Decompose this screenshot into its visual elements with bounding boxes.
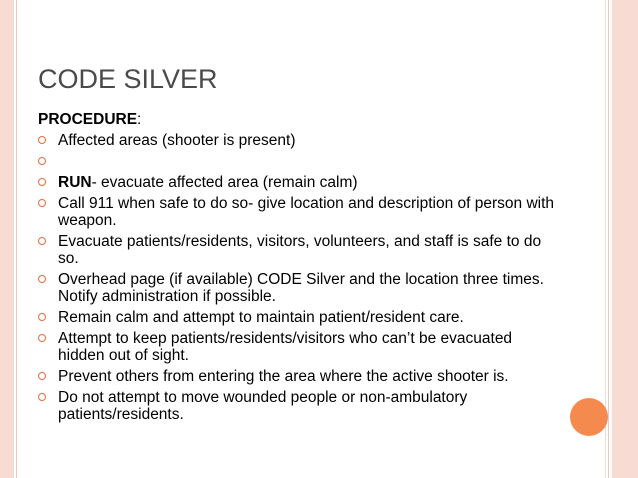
bullet-text: Overhead page (if available) CODE Silver and the location three times. Notify administration if possible. — [58, 271, 544, 305]
list-item — [38, 195, 558, 229]
bullet-text: Call 911 when safe to do so- give location and description of person with weapon. — [58, 195, 555, 229]
list-item — [38, 368, 558, 385]
bullet-text: - evacuate affected area (remain calm) — [91, 174, 358, 191]
list-item — [38, 309, 558, 326]
circle-bullet-icon — [38, 136, 46, 144]
circle-bullet-icon — [38, 178, 46, 186]
procedure-heading — [38, 111, 558, 129]
circle-bullet-icon — [38, 393, 46, 401]
bullet-list — [38, 132, 558, 423]
left-decor-band — [0, 0, 14, 478]
left-decor-line — [16, 0, 17, 478]
procedure-heading-bold: PROCEDURE — [38, 111, 138, 128]
circle-bullet-icon — [38, 334, 46, 342]
bullet-text: Do not attempt to move wounded people or non-ambulatory patients/residents. — [58, 389, 468, 423]
list-item — [38, 132, 558, 149]
list-item — [38, 174, 558, 191]
circle-bullet-icon — [38, 237, 46, 245]
orange-circle-decor — [570, 398, 608, 436]
bullet-text: Affected areas (shooter is present) — [58, 132, 296, 149]
slide-title: CODE SILVER — [38, 64, 218, 94]
circle-bullet-icon — [38, 157, 46, 165]
circle-bullet-icon — [38, 275, 46, 283]
list-item — [38, 271, 558, 305]
bullet-bold: RUN — [58, 174, 92, 191]
bullet-text: Attempt to keep patients/residents/visitors who can’t be evacuated hidden out of sight. — [58, 330, 513, 364]
right-decor-line — [608, 0, 609, 478]
bullet-text: Remain calm and attempt to maintain patient/resident care. — [58, 309, 464, 326]
bullet-text: Evacuate patients/residents, visitors, volunteers, and staff is safe to do so. — [58, 233, 542, 267]
bullet-text: Prevent others from entering the area where the active shooter is. — [58, 368, 509, 385]
list-item — [38, 389, 558, 423]
circle-bullet-icon — [38, 372, 46, 380]
procedure-heading-colon: : — [137, 111, 142, 128]
list-item — [38, 153, 558, 170]
circle-bullet-icon — [38, 313, 46, 321]
list-item — [38, 233, 558, 267]
slide-content — [38, 111, 558, 427]
circle-bullet-icon — [38, 199, 46, 207]
right-decor-band — [612, 0, 638, 478]
list-item — [38, 330, 558, 364]
